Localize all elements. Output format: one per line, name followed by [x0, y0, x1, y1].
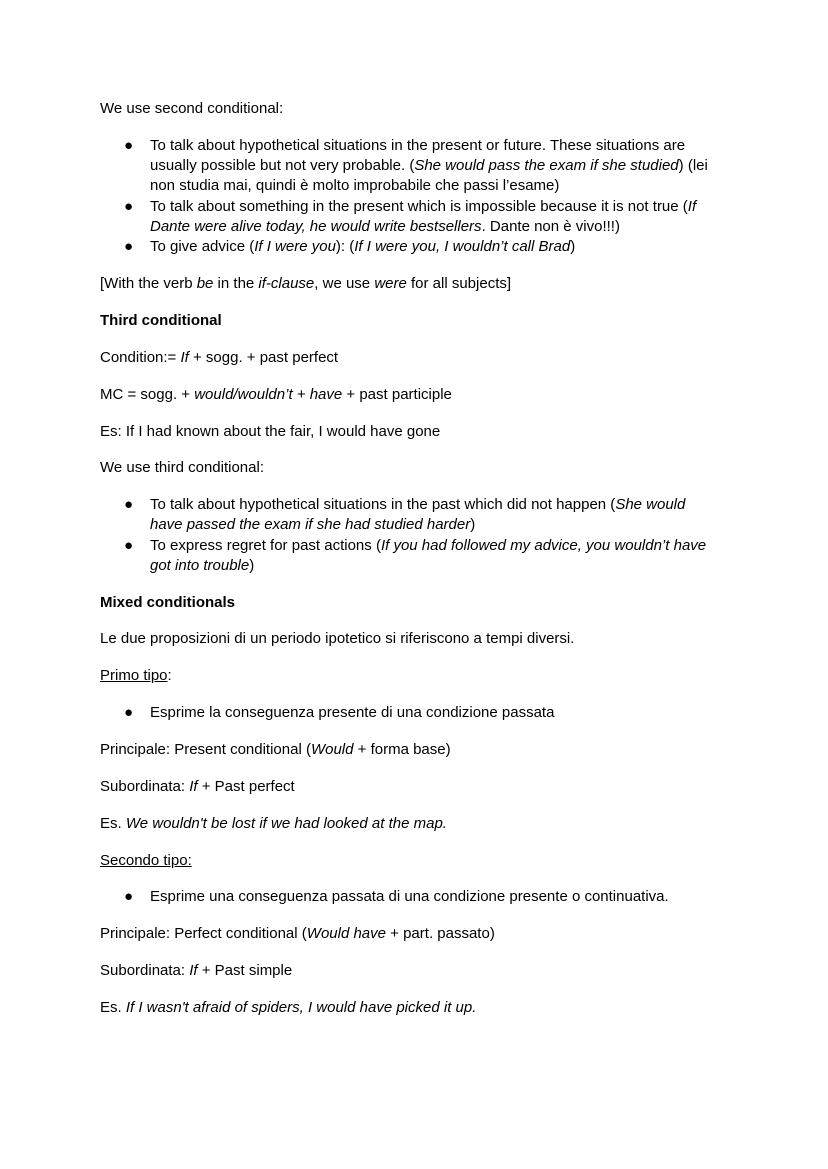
- secondo-tipo-label: Secondo tipo:: [100, 852, 192, 869]
- second-b2-line1: To talk about something in the present which is impossible because it is not true (If: [150, 198, 697, 215]
- secondo-example: Es. If I wasn't afraid of spiders, I would have picked it up.: [100, 999, 477, 1016]
- bullet-icon: ●: [124, 137, 134, 154]
- second-note: [With the verb be in the if-clause, we use were for all subjects]: [100, 275, 512, 292]
- third-heading: Third conditional: [100, 312, 222, 329]
- secondo-bullet: Esprime una conseguenza passata di una condizione presente o continuativa.: [150, 888, 669, 905]
- third-intro: We use third conditional:: [100, 459, 264, 476]
- third-b1-line2: have passed the exam if she had studied harder): [150, 516, 476, 533]
- mixed-intro: Le due proposizioni di un periodo ipotetico si riferiscono a tempi diversi.: [100, 630, 575, 647]
- primo-principale: Principale: Present conditional (Would + forma base): [100, 741, 451, 758]
- primo-tipo-label: Primo tipo:: [100, 667, 172, 684]
- bullet-icon: ●: [124, 198, 134, 215]
- third-condition: Condition:= If + sogg. + past perfect: [100, 349, 339, 366]
- third-main-clause: MC = sogg. + would/wouldn’t + have + past participle: [100, 386, 452, 403]
- bullet-icon: ●: [124, 704, 134, 721]
- bullet-icon: ●: [124, 888, 134, 905]
- primo-subordinata: Subordinata: If + Past perfect: [100, 778, 295, 795]
- bullet-icon: ●: [124, 496, 134, 513]
- bullet-icon: ●: [124, 238, 134, 255]
- mixed-heading: Mixed conditionals: [100, 594, 236, 611]
- second-b2-line2: Dante were alive today, he would write bestsellers. Dante non è vivo!!!): [150, 218, 620, 235]
- second-b3: To give advice (If I were you): (If I were you, I wouldn’t call Brad): [150, 238, 576, 255]
- second-intro: We use second conditional:: [100, 100, 284, 117]
- third-example: Es: If I had known about the fair, I would have gone: [100, 423, 441, 440]
- third-b2-line2: got into trouble): [150, 557, 255, 574]
- secondo-principale: Principale: Perfect conditional (Would have + part. passato): [100, 925, 495, 942]
- third-b1-line1: To talk about hypothetical situations in the past which did not happen (She would: [150, 496, 686, 513]
- second-b1-line2: usually possible but not very probable. (She would pass the exam if she studied) (lei: [150, 157, 708, 174]
- second-b1-line1: To talk about hypothetical situations in the present or future. These situations are: [150, 137, 686, 154]
- secondo-subordinata: Subordinata: If + Past simple: [100, 962, 293, 979]
- second-b1-line3: non studia mai, quindi è molto improbabile che passi l’esame): [150, 177, 560, 194]
- bullet-icon: ●: [124, 537, 134, 554]
- primo-bullet: Esprime la conseguenza presente di una condizione passata: [150, 704, 555, 721]
- third-b2-line1: To express regret for past actions (If you had followed my advice, you wouldn’t have: [150, 537, 707, 554]
- primo-example: Es. We wouldn't be lost if we had looked at the map.: [100, 815, 447, 832]
